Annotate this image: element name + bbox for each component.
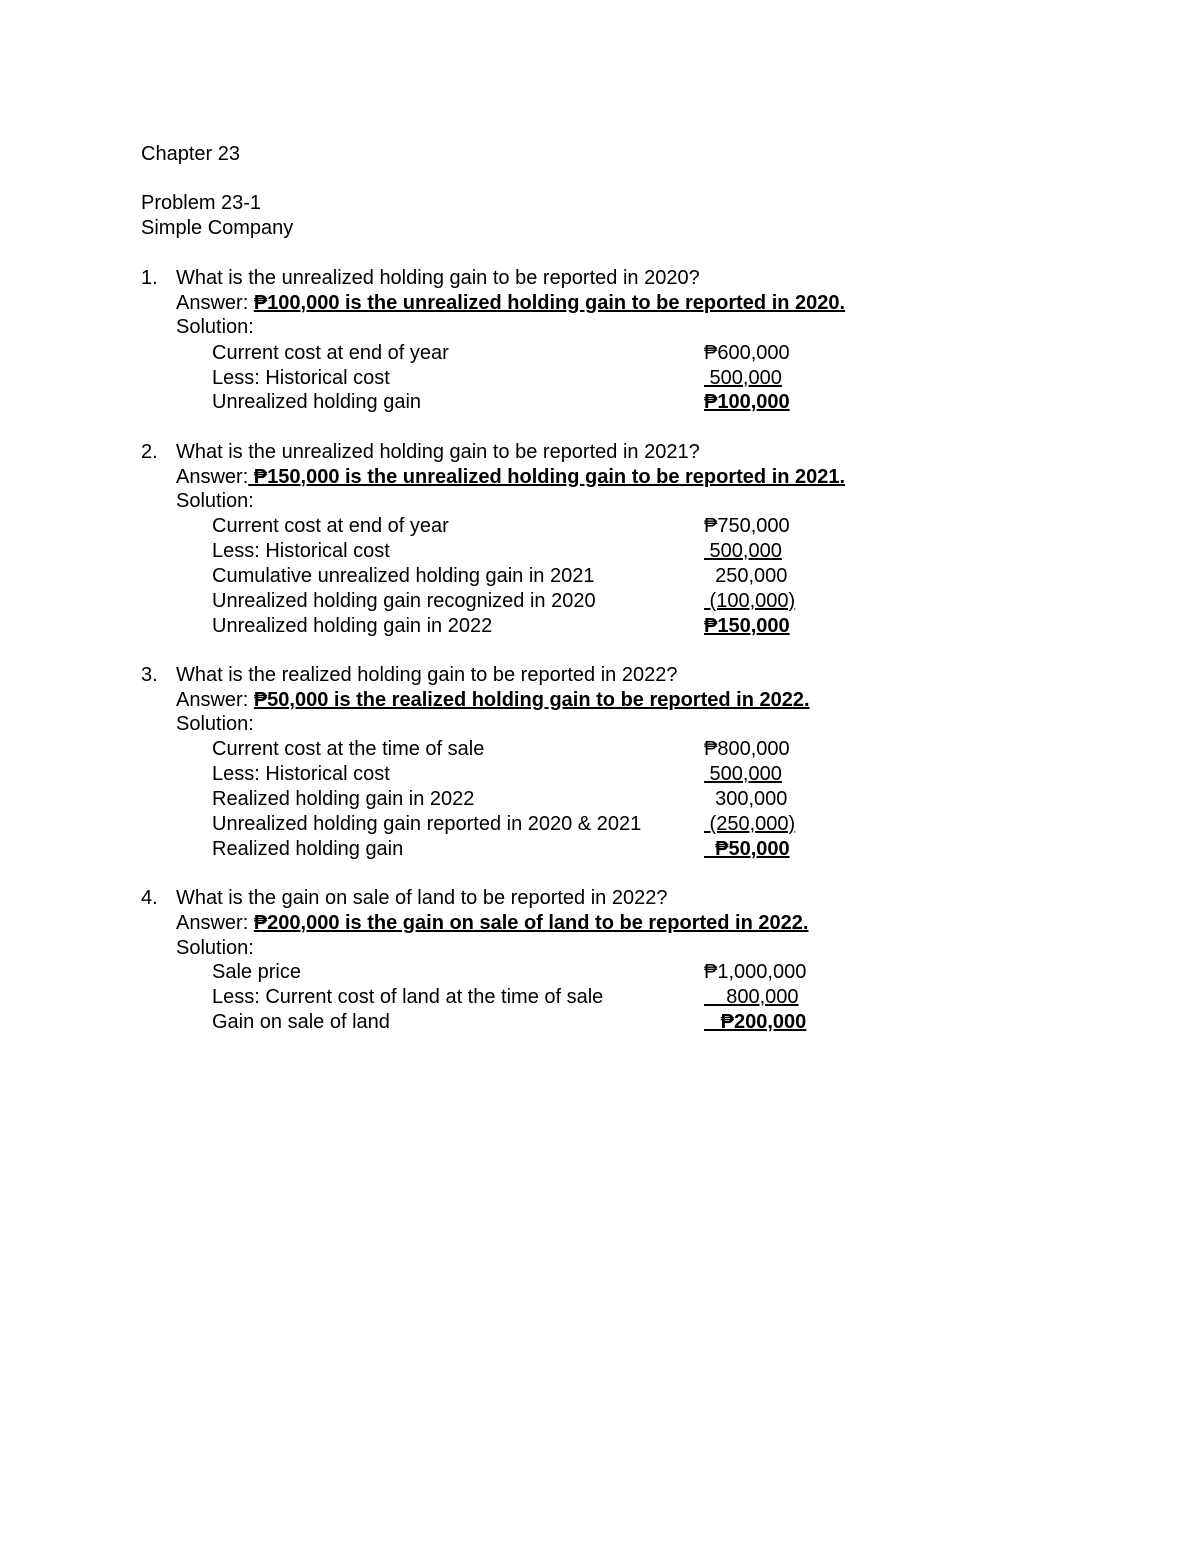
answer-line [176,911,808,935]
solution-row-total: ₱150,000 [704,615,790,637]
solution-row-label: Current cost at the time of sale [212,738,485,760]
solution-row-amount: 300,000 [704,788,788,810]
solution-row-amount: 800,000 [704,986,799,1008]
solution-row-amount: (250,000) [704,813,796,835]
answer-line [176,465,845,489]
solution-row-label: Current cost at end of year [212,342,449,364]
solution-row-label: Realized holding gain [212,838,404,860]
answer-text: ₱150,000 is the unrealized holding gain to be reported in 2021. [248,466,846,488]
answer-text: ₱100,000 is the unrealized holding gain to be reported in 2020. [253,292,846,314]
solution-row-label: Less: Current cost of land at the time of sale [212,986,604,1008]
company-name: Simple Company [141,217,294,239]
question-text: What is the realized holding gain to be reported in 2022? [176,664,678,686]
solution-row-amount: ₱750,000 [704,515,790,537]
question-number: 4. [141,887,158,909]
solution-row-label: Gain on sale of land [212,1011,390,1033]
solution-row-amount: (100,000) [704,590,796,612]
solution-row-label: Less: Historical cost [212,540,390,562]
solution-row-total: ₱50,000 [704,838,790,860]
chapter-heading: Chapter 23 [141,143,240,165]
solution-row-amount: 250,000 [704,565,788,587]
solution-label: Solution: [176,316,254,338]
answer-line [176,688,810,712]
solution-row-label: Unrealized holding gain in 2022 [212,615,493,637]
question-number: 3. [141,664,158,686]
question-text: What is the unrealized holding gain to be reported in 2021? [176,441,700,463]
solution-row-amount: ₱1,000,000 [704,961,807,983]
answer-text: ₱50,000 is the realized holding gain to be reported in 2022. [253,689,810,711]
solution-row-amount: ₱800,000 [704,738,790,760]
question-number: 2. [141,441,158,463]
answer-label: Answer: [176,466,249,488]
question-number: 1. [141,267,158,289]
solution-row-label: Realized holding gain in 2022 [212,788,475,810]
question-text: What is the gain on sale of land to be reported in 2022? [176,887,668,909]
solution-row-label: Sale price [212,961,301,983]
answer-label: Answer: [176,689,249,711]
solution-row-amount: 500,000 [704,540,782,562]
solution-row-label: Less: Historical cost [212,763,390,785]
solution-label: Solution: [176,490,254,512]
answer-label: Answer: [176,912,249,934]
solution-row-label: Unrealized holding gain [212,391,422,413]
solution-row-amount: ₱600,000 [704,342,790,364]
solution-label: Solution: [176,937,254,959]
solution-row-total: ₱200,000 [704,1011,807,1033]
solution-row-amount: 500,000 [704,367,782,389]
solution-row-label: Unrealized holding gain recognized in 2020 [212,590,596,612]
answer-line [176,291,845,315]
answer-label: Answer: [176,292,249,314]
solution-row-label: Current cost at end of year [212,515,449,537]
solution-row-label: Less: Historical cost [212,367,390,389]
solution-row-label: Cumulative unrealized holding gain in 2021 [212,565,595,587]
answer-text: ₱200,000 is the gain on sale of land to be reported in 2022. [253,912,809,934]
solution-row-total: ₱100,000 [704,391,790,413]
question-text: What is the unrealized holding gain to be reported in 2020? [176,267,700,289]
solution-label: Solution: [176,713,254,735]
problem-heading: Problem 23-1 [141,192,262,214]
solution-row-amount: 500,000 [704,763,782,785]
solution-row-label: Unrealized holding gain reported in 2020 & 2021 [212,813,642,835]
